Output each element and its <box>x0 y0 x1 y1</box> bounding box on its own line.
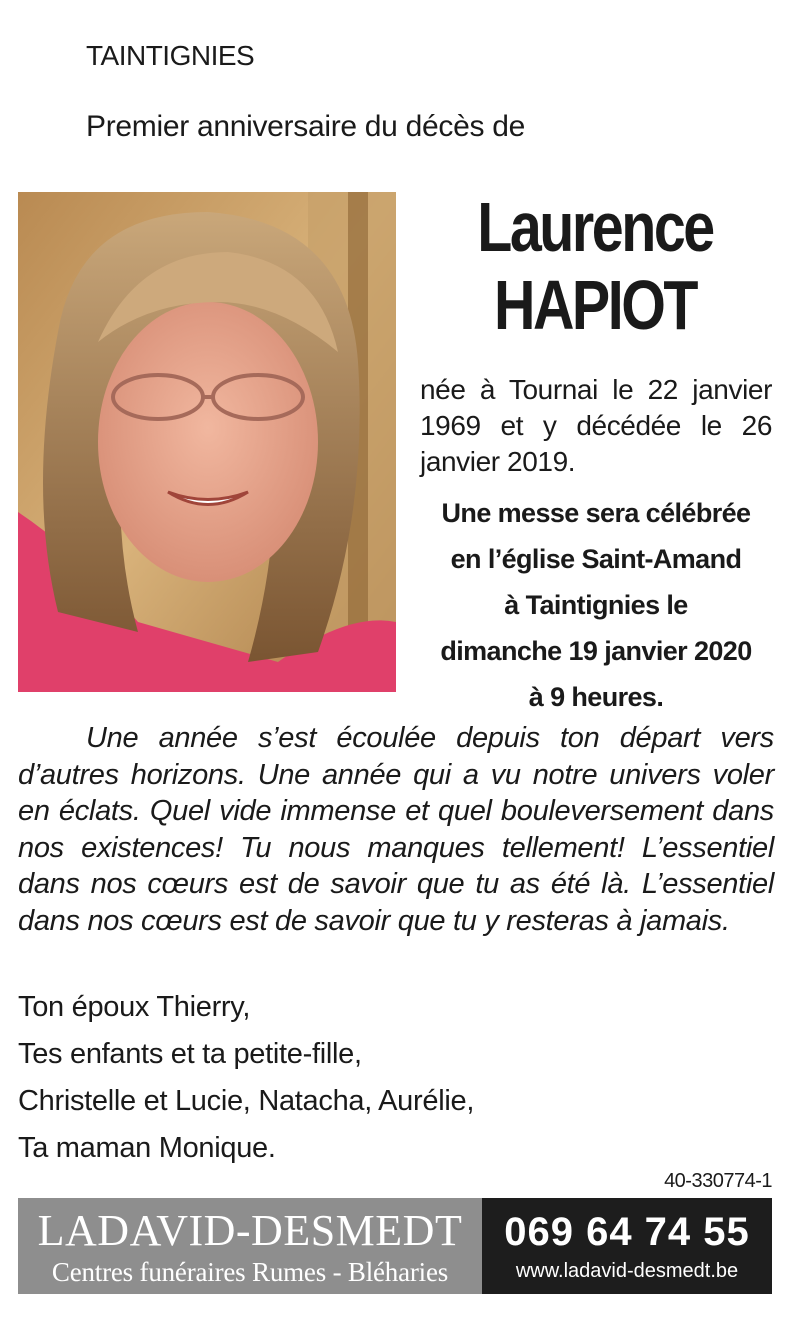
deceased-name <box>420 188 770 344</box>
birth-death-text: née à Tournai le 22 janvier 1969 et y décédée le 26 janvier 2019. <box>420 374 772 477</box>
signature-line: Tes enfants et ta petite-fille, <box>18 1038 362 1070</box>
funeral-home-name: LADAVID-DESMEDT <box>37 1206 463 1255</box>
mass-line: Une messe sera célébrée <box>441 498 751 528</box>
funeral-home-locations: Centres funéraires Rumes - Bléharies <box>51 1257 449 1287</box>
signature-line: Ton époux Thierry, <box>18 991 251 1023</box>
town-name: TAINTIGNIES <box>86 40 255 71</box>
first-name: Laurence <box>477 188 713 266</box>
mass-announcement <box>420 490 772 720</box>
signatures <box>18 984 474 1172</box>
mass-line: à 9 heures. <box>528 682 664 712</box>
funeral-home-banner <box>18 1198 482 1294</box>
memorial-text <box>18 720 774 940</box>
reference-number: 40-330774-1 <box>664 1170 772 1192</box>
contact-banner <box>482 1198 772 1294</box>
portrait-photo <box>18 192 396 692</box>
phone-number[interactable]: 069 64 74 55 <box>504 1210 750 1254</box>
last-name: HAPIOT <box>493 266 697 344</box>
announcement-subtitle: Premier anniversaire du décès de <box>86 110 525 143</box>
mass-line: à Taintignies le <box>504 590 688 620</box>
memorial-text-body: Une année s’est écoulée depuis ton départ vers d’autres horizons. Une année qui a vu notre univers voler en éclats. Quel vide immense et quel bouleversement dans nos existences! Tu nous manques tellement! L’essentiel dans nos cœurs est de savoir que tu as été là. L’essentiel dans nos cœurs est de savoir que tu y resteras à jamais. <box>18 722 774 937</box>
signature-line: Christelle et Lucie, Natacha, Aurélie, <box>18 1085 475 1117</box>
signature-line: Ta maman Monique. <box>18 1132 276 1164</box>
website-link[interactable]: www.ladavid-desmedt.be <box>515 1260 739 1282</box>
mass-line: en l’église Saint-Amand <box>450 544 742 574</box>
mass-line: dimanche 19 janvier 2020 <box>440 636 752 666</box>
